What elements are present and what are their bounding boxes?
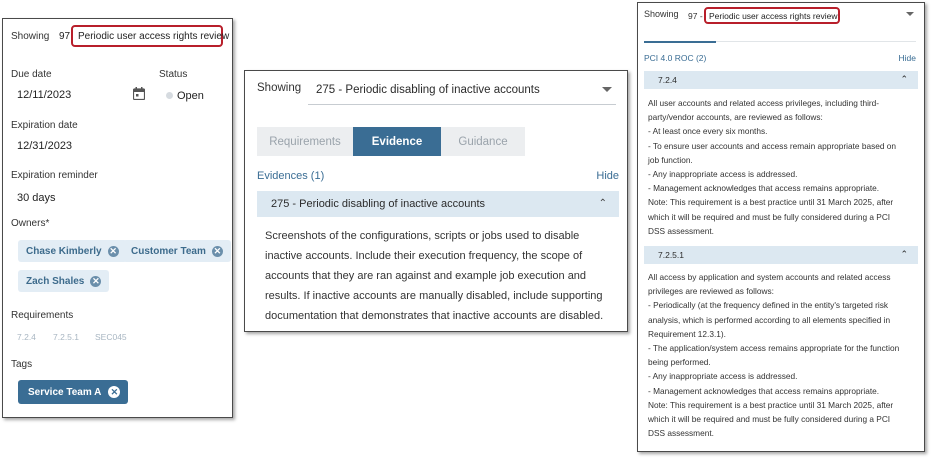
chevron-down-icon[interactable] — [906, 12, 914, 16]
expiration-reminder-input[interactable]: 30 days — [17, 192, 56, 204]
requirement-line: - Any inappropriate access is addressed. — [648, 169, 798, 180]
requirement-accordion-header[interactable] — [644, 246, 918, 264]
task-title-highlight[interactable] — [704, 7, 840, 24]
active-tab-indicator — [644, 41, 716, 43]
requirement-line: All access by application and system accounts and related access — [648, 272, 891, 282]
tab-requirements[interactable]: Requirements — [257, 127, 353, 156]
status-value[interactable]: Open — [177, 90, 204, 102]
chevron-up-icon[interactable]: ⌃ — [598, 198, 607, 209]
showing-label: Showing — [644, 9, 679, 19]
owners-label: Owners* — [11, 218, 50, 229]
evidences-count: Evidences (1) — [257, 170, 325, 182]
chevron-up-icon[interactable]: ⌃ — [900, 249, 908, 259]
task-title-highlight[interactable] — [71, 25, 230, 47]
tab-guidance[interactable]: Guidance — [441, 127, 525, 156]
requirement-line: Requirement 12.3.1). — [648, 328, 726, 339]
requirement-line: - The application/system access remains appropriate for the function — [648, 343, 900, 354]
task-details-panel — [2, 18, 233, 418]
requirement-title: 7.2.4 — [658, 75, 677, 85]
requirement-line: - Management acknowledges that access remains appropriate. — [648, 385, 880, 396]
requirement-text — [648, 96, 896, 238]
description-line: inactive accounts. Include their execution frequency, the scope of — [265, 250, 583, 262]
section-label: PCI 4.0 ROC (2) — [644, 53, 707, 63]
requirement-title: 7.2.5.1 — [658, 250, 684, 260]
task-title: Periodic user access rights review — [78, 31, 230, 42]
requirement-line: analysis, which is performed according to all elements specified in — [648, 314, 891, 325]
dropdown-selected: 275 - Periodic disabling of inactive accounts — [316, 84, 540, 96]
requirement-line: All user accounts and related access privileges, including third- — [648, 98, 880, 108]
remove-icon[interactable]: ✕ — [213, 245, 222, 256]
showing-dropdown[interactable] — [308, 77, 616, 105]
requirement-line: party/vendor accounts, are reviewed as follows: — [648, 112, 823, 123]
requirement-link[interactable]: 7.2.4 — [17, 332, 36, 342]
requirement-line: which it will be required and must be fully considered during a PCI — [648, 211, 891, 222]
owner-chip[interactable]: Customer Team ✕ — [123, 240, 231, 262]
due-date-label: Due date — [11, 69, 52, 80]
remove-icon[interactable]: ✕ — [92, 275, 100, 286]
requirement-line: Note: This requirement is a best practice until 31 March 2025, after — [648, 197, 894, 208]
requirements-panel — [637, 2, 925, 452]
chevron-up-icon[interactable]: ⌃ — [900, 74, 908, 84]
requirement-line: DSS assessment. — [648, 225, 714, 236]
requirement-line: - To ensure user accounts and access remain appropriate based on — [648, 140, 896, 151]
requirement-line: - Periodically (at the frequency defined in the entity's targeted risk — [648, 300, 889, 311]
requirement-link[interactable]: SEC045 — [95, 332, 127, 342]
showing-label: Showing — [257, 82, 302, 94]
calendar-icon[interactable] — [133, 87, 145, 99]
hide-link[interactable]: Hide — [898, 53, 916, 63]
status-dot-icon — [166, 92, 173, 99]
requirement-line: - Management acknowledges that access remains appropriate. — [648, 183, 880, 194]
task-id: 97 — [59, 31, 71, 42]
task-id: 97 - — [688, 11, 703, 21]
requirement-text — [648, 270, 899, 440]
owner-chip[interactable]: Zach Shales ✕ — [18, 270, 109, 292]
remove-icon[interactable]: ✕ — [109, 245, 117, 256]
tab-divider — [716, 41, 916, 42]
expiration-date-input[interactable]: 12/31/2023 — [17, 140, 73, 152]
requirement-accordion-header[interactable] — [644, 71, 918, 89]
evidence-panel — [244, 70, 628, 332]
requirement-line: which it will be required and must be fully considered during a PCI — [648, 414, 891, 425]
description-line: documentation that demonstrates that inactive accounts are disabled. — [265, 310, 604, 322]
owner-chip[interactable]: Chase Kimberly ✕ — [18, 240, 127, 262]
showing-label: Showing — [11, 31, 50, 42]
requirement-line: DSS assessment. — [648, 428, 714, 439]
chevron-down-icon[interactable] — [602, 87, 612, 92]
status-label: Status — [159, 69, 188, 80]
due-date-input[interactable]: 12/11/2023 — [17, 89, 72, 101]
tags-label: Tags — [11, 359, 33, 370]
requirement-link[interactable]: 7.2.5.1 — [53, 332, 79, 342]
requirement-line: being performed. — [648, 357, 711, 368]
requirement-line: job function. — [648, 154, 693, 165]
requirement-line: privileges are reviewed as follows: — [648, 286, 774, 297]
hide-link[interactable]: Hide — [596, 170, 619, 182]
expiration-reminder-label: Expiration reminder — [11, 170, 98, 181]
requirement-line: - At least once every six months. — [648, 126, 768, 137]
remove-icon[interactable]: ✕ — [108, 386, 120, 398]
evidence-item-title: 275 - Periodic disabling of inactive accounts — [271, 198, 486, 210]
expiration-date-label: Expiration date — [11, 120, 78, 131]
description-line: Screenshots of the configurations, scripts or jobs used to disable — [265, 230, 580, 242]
description-line: results. If inactive accounts are manually disabled, include supporting — [265, 290, 603, 302]
tag-chip[interactable]: Service Team A ✕ — [18, 380, 128, 404]
requirement-line: - Any inappropriate access is addressed. — [648, 371, 798, 382]
task-title: Periodic user access rights review — [709, 11, 838, 21]
evidence-description — [265, 226, 603, 326]
description-line: accounts that they are ran against and example job execution and — [265, 270, 587, 282]
requirement-line: Note: This requirement is a best practice until 31 March 2025, after — [648, 399, 894, 410]
tab-evidence[interactable]: Evidence — [353, 127, 441, 156]
evidence-accordion-header[interactable] — [257, 191, 619, 217]
requirements-label: Requirements — [11, 310, 74, 321]
